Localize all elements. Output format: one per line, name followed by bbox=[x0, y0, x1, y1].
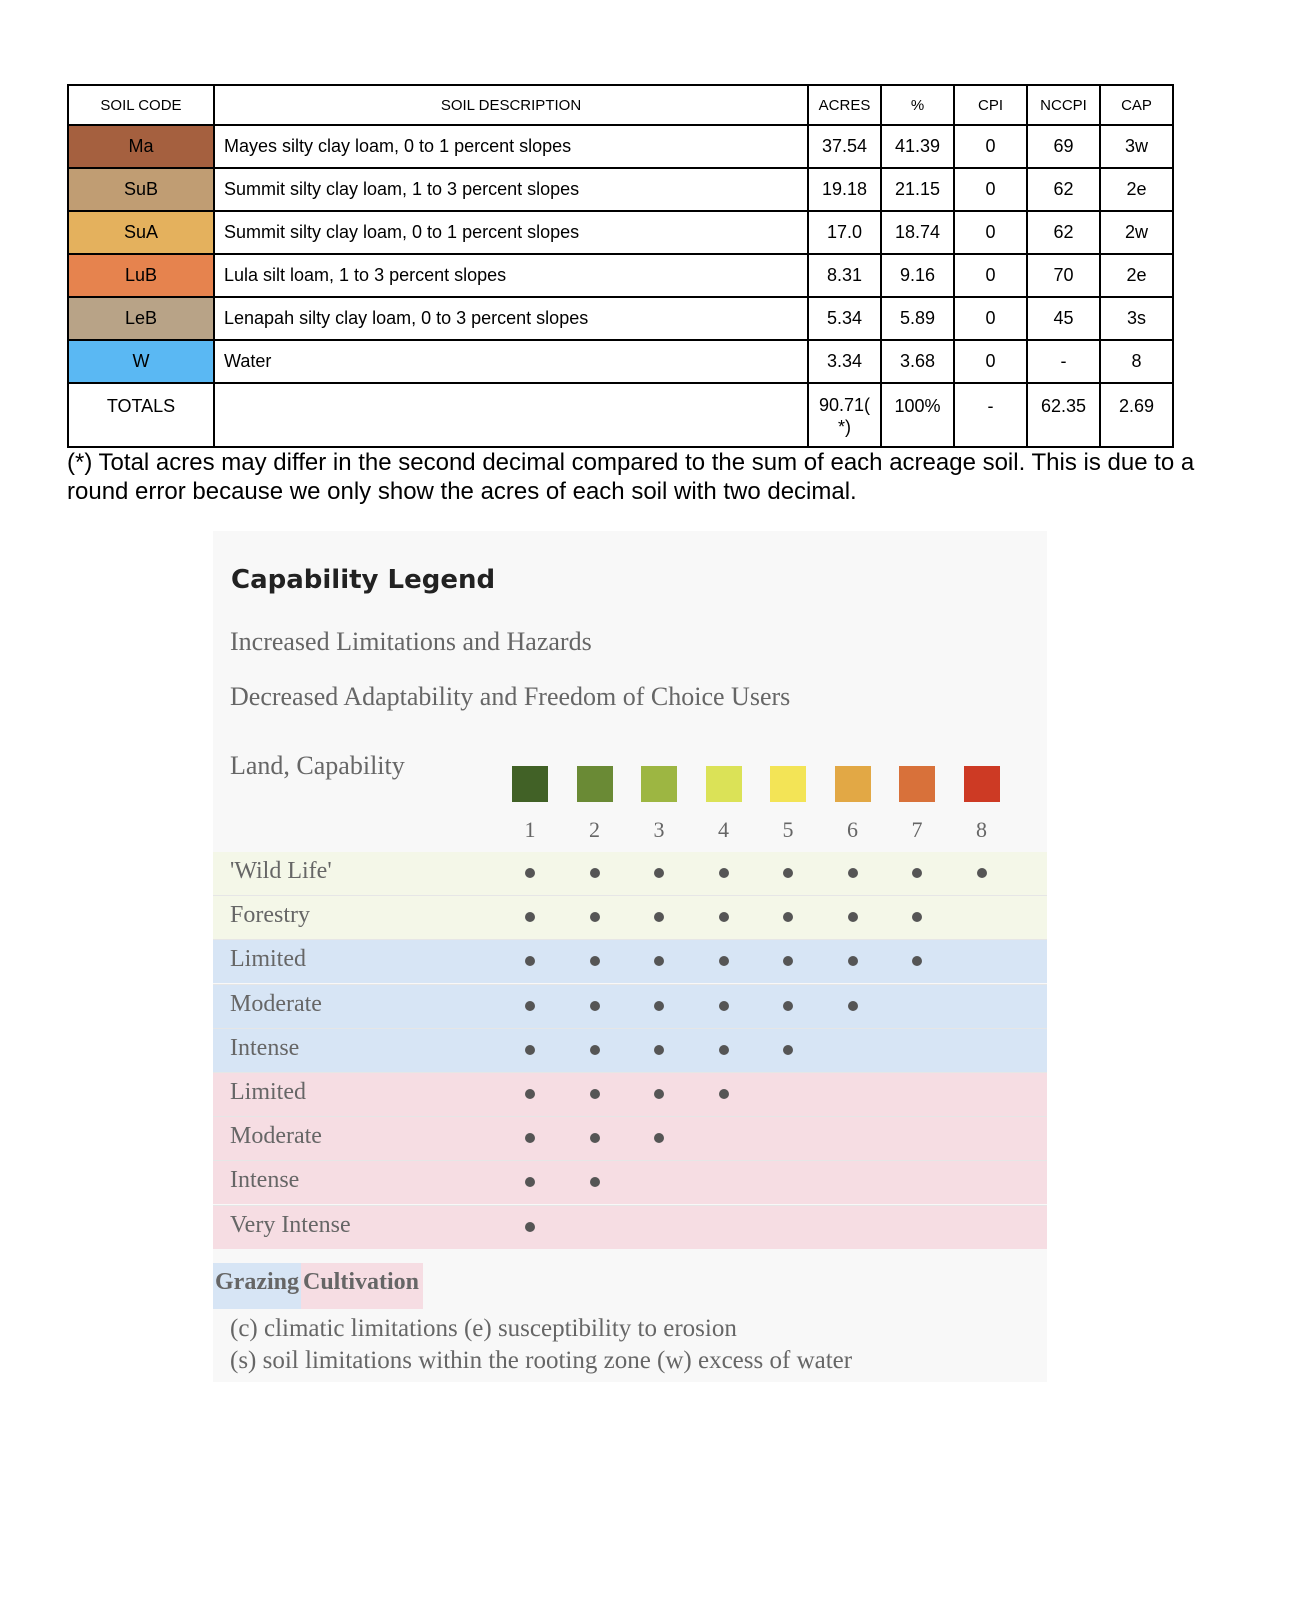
class-4-dot bbox=[719, 1045, 729, 1055]
totals-nccpi: 62.35 bbox=[1027, 383, 1100, 447]
header-nccpi: NCCPI bbox=[1027, 85, 1100, 125]
class-2-dot bbox=[590, 912, 600, 922]
cap-cell: 3w bbox=[1100, 125, 1173, 168]
class-1-dot bbox=[525, 956, 535, 966]
class-1-dot bbox=[525, 1133, 535, 1143]
legend-title: Capability Legend bbox=[231, 565, 496, 595]
class-1-dot bbox=[525, 912, 535, 922]
row-divider bbox=[213, 895, 1047, 896]
header-cap: CAP bbox=[1100, 85, 1173, 125]
row-divider bbox=[213, 1072, 1047, 1073]
use-row-label: Limited bbox=[230, 946, 306, 973]
class-2-dot bbox=[590, 1133, 600, 1143]
header-soil-code: SOIL CODE bbox=[68, 85, 214, 125]
use-row-graze-intense bbox=[213, 1029, 1047, 1072]
class-2-dot bbox=[590, 956, 600, 966]
use-row-cult-very-intense bbox=[213, 1206, 1047, 1249]
class-1-dot bbox=[525, 1045, 535, 1055]
soil-code-cell: LuB bbox=[68, 254, 214, 297]
class-3-dot bbox=[654, 912, 664, 922]
totals-percent: 100% bbox=[881, 383, 954, 447]
class-3-dot bbox=[654, 868, 664, 878]
class-6-dot bbox=[848, 868, 858, 878]
cap-cell: 3s bbox=[1100, 297, 1173, 340]
soil-code-cell: SuB bbox=[68, 168, 214, 211]
percent-cell: 9.16 bbox=[881, 254, 954, 297]
totals-description bbox=[214, 383, 808, 447]
legend-note-climatic-erosion: (c) climatic limitations (e) susceptibility to erosion bbox=[230, 1315, 737, 1342]
row-divider bbox=[213, 1160, 1047, 1161]
nccpi-cell: 70 bbox=[1027, 254, 1100, 297]
acres-cell: 37.54 bbox=[808, 125, 881, 168]
class-4-dot bbox=[719, 912, 729, 922]
header-acres: ACRES bbox=[808, 85, 881, 125]
header-soil-description: SOIL DESCRIPTION bbox=[214, 85, 808, 125]
class-1-swatch bbox=[512, 766, 548, 802]
class-3-dot bbox=[654, 1001, 664, 1011]
class-2-number: 2 bbox=[589, 817, 600, 842]
percent-cell: 41.39 bbox=[881, 125, 954, 168]
soil-description-cell: Lenapah silty clay loam, 0 to 3 percent slopes bbox=[214, 297, 808, 340]
cap-cell: 2e bbox=[1100, 168, 1173, 211]
class-5-dot bbox=[783, 868, 793, 878]
class-7-swatch bbox=[899, 766, 935, 802]
cpi-cell: 0 bbox=[954, 211, 1027, 254]
class-1-number: 1 bbox=[524, 817, 536, 842]
class-8-dot bbox=[977, 868, 987, 878]
acres-cell: 8.31 bbox=[808, 254, 881, 297]
cap-cell: 2e bbox=[1100, 254, 1173, 297]
cultivation-label: Cultivation bbox=[301, 1263, 423, 1309]
class-4-dot bbox=[719, 868, 729, 878]
soil-table bbox=[67, 84, 1174, 448]
use-row-label: 'Wild Life' bbox=[230, 858, 332, 884]
cpi-cell: 0 bbox=[954, 297, 1027, 340]
class-1-dot bbox=[525, 1177, 535, 1187]
class-1-dot bbox=[525, 1001, 535, 1011]
class-6-number: 6 bbox=[847, 817, 858, 842]
legend-note-soil-water: (s) soil limitations within the rooting zone (w) excess of water bbox=[230, 1347, 853, 1374]
use-row-label: Forestry bbox=[230, 902, 310, 929]
cap-cell: 8 bbox=[1100, 340, 1173, 383]
class-1-dot bbox=[525, 1089, 535, 1099]
soil-row-w bbox=[68, 340, 1173, 383]
class-3-dot bbox=[654, 1045, 664, 1055]
soil-code-cell: SuA bbox=[68, 211, 214, 254]
nccpi-cell: 45 bbox=[1027, 297, 1100, 340]
table-header-row bbox=[68, 85, 1173, 125]
class-5-dot bbox=[783, 912, 793, 922]
nccpi-cell: 69 bbox=[1027, 125, 1100, 168]
header-percent: % bbox=[881, 85, 954, 125]
legend-subtitle-adaptability: Decreased Adaptability and Freedom of Choice Users bbox=[230, 682, 791, 711]
use-row-cult-limited bbox=[213, 1073, 1047, 1116]
soil-description-cell: Mayes silty clay loam, 0 to 1 percent slopes bbox=[214, 125, 808, 168]
percent-cell: 18.74 bbox=[881, 211, 954, 254]
nccpi-cell: 62 bbox=[1027, 211, 1100, 254]
soil-row-sub bbox=[68, 168, 1173, 211]
class-3-swatch bbox=[641, 766, 677, 802]
nccpi-cell: 62 bbox=[1027, 168, 1100, 211]
row-divider bbox=[213, 939, 1047, 940]
acres-cell: 3.34 bbox=[808, 340, 881, 383]
class-4-dot bbox=[719, 1089, 729, 1099]
cpi-cell: 0 bbox=[954, 254, 1027, 297]
class-1-dot bbox=[525, 1222, 535, 1232]
class-5-dot bbox=[783, 956, 793, 966]
class-3-number: 3 bbox=[653, 817, 665, 842]
header-cpi: CPI bbox=[954, 85, 1027, 125]
class-3-dot bbox=[654, 956, 664, 966]
acreage-footnote: (*) Total acres may differ in the second decimal compared to the sum of each acreage soil. This is due to a round error because we only show the acres of each soil with two decimal. bbox=[67, 449, 1195, 505]
class-6-dot bbox=[848, 912, 858, 922]
totals-acres: 90.71( *) bbox=[808, 383, 881, 447]
class-2-dot bbox=[590, 868, 600, 878]
class-4-dot bbox=[719, 956, 729, 966]
percent-cell: 3.68 bbox=[881, 340, 954, 383]
soil-row-lub bbox=[68, 254, 1173, 297]
use-row-wild-forestry bbox=[213, 896, 1047, 939]
use-row-label: Intense bbox=[230, 1034, 300, 1061]
soil-row-sua bbox=[68, 211, 1173, 254]
nccpi-cell: - bbox=[1027, 340, 1100, 383]
soil-row-leb bbox=[68, 297, 1173, 340]
soil-code-cell: LeB bbox=[68, 297, 214, 340]
class-2-dot bbox=[590, 1001, 600, 1011]
use-row-cult-moderate bbox=[213, 1117, 1047, 1160]
soil-description-cell: Water bbox=[214, 340, 808, 383]
class-6-swatch bbox=[835, 766, 871, 802]
use-row-label: Very Intense bbox=[230, 1211, 351, 1238]
percent-cell: 21.15 bbox=[881, 168, 954, 211]
class-4-dot bbox=[719, 1001, 729, 1011]
class-6-dot bbox=[848, 956, 858, 966]
legend-subtitle-limitations: Increased Limitations and Hazards bbox=[230, 627, 592, 656]
row-divider bbox=[213, 1028, 1047, 1029]
use-row-label: Moderate bbox=[230, 1123, 322, 1150]
acres-cell: 5.34 bbox=[808, 297, 881, 340]
class-4-number: 4 bbox=[718, 817, 729, 842]
use-row-graze-moderate bbox=[213, 985, 1047, 1028]
class-3-dot bbox=[654, 1133, 664, 1143]
class-2-dot bbox=[590, 1045, 600, 1055]
acres-cell: 17.0 bbox=[808, 211, 881, 254]
cap-cell: 2w bbox=[1100, 211, 1173, 254]
use-row-label: Intense bbox=[230, 1167, 300, 1194]
use-row-graze-limited bbox=[213, 940, 1047, 983]
use-row-cult-intense bbox=[213, 1161, 1047, 1204]
class-8-number: 8 bbox=[976, 817, 987, 842]
class-1-dot bbox=[525, 868, 535, 878]
soil-description-cell: Summit silty clay loam, 0 to 1 percent slopes bbox=[214, 211, 808, 254]
class-7-dot bbox=[912, 868, 922, 878]
class-8-swatch bbox=[964, 766, 1000, 802]
class-4-swatch bbox=[706, 766, 742, 802]
soil-description-cell: Lula silt loam, 1 to 3 percent slopes bbox=[214, 254, 808, 297]
class-6-dot bbox=[848, 1001, 858, 1011]
class-2-dot bbox=[590, 1177, 600, 1187]
land-capability-label: Land, Capability bbox=[230, 751, 405, 780]
totals-row bbox=[68, 383, 1173, 447]
class-7-dot bbox=[912, 912, 922, 922]
row-divider bbox=[213, 1205, 1047, 1206]
class-7-dot bbox=[912, 956, 922, 966]
soil-code-cell: Ma bbox=[68, 125, 214, 168]
capability-legend bbox=[213, 531, 1047, 1382]
use-row-label: Moderate bbox=[230, 990, 322, 1017]
class-3-dot bbox=[654, 1089, 664, 1099]
class-2-dot bbox=[590, 1089, 600, 1099]
use-row-label: Limited bbox=[230, 1079, 306, 1105]
class-5-number: 5 bbox=[782, 817, 794, 842]
grazing-label: Grazing bbox=[213, 1263, 301, 1309]
percent-cell: 5.89 bbox=[881, 297, 954, 340]
soil-code-cell: W bbox=[68, 340, 214, 383]
row-divider bbox=[213, 1116, 1047, 1117]
class-5-dot bbox=[783, 1045, 793, 1055]
totals-label: TOTALS bbox=[68, 383, 214, 447]
class-2-swatch bbox=[577, 766, 613, 802]
class-5-swatch bbox=[770, 766, 806, 802]
cpi-cell: 0 bbox=[954, 340, 1027, 383]
cpi-cell: 0 bbox=[954, 168, 1027, 211]
soil-description-cell: Summit silty clay loam, 1 to 3 percent slopes bbox=[214, 168, 808, 211]
totals-cpi: - bbox=[954, 383, 1027, 447]
totals-cap: 2.69 bbox=[1100, 383, 1173, 447]
soil-row-ma bbox=[68, 125, 1173, 168]
cpi-cell: 0 bbox=[954, 125, 1027, 168]
class-7-number: 7 bbox=[911, 817, 923, 842]
use-row-wild-wild-life bbox=[213, 852, 1047, 895]
row-divider bbox=[213, 984, 1047, 985]
class-5-dot bbox=[783, 1001, 793, 1011]
acres-cell: 19.18 bbox=[808, 168, 881, 211]
